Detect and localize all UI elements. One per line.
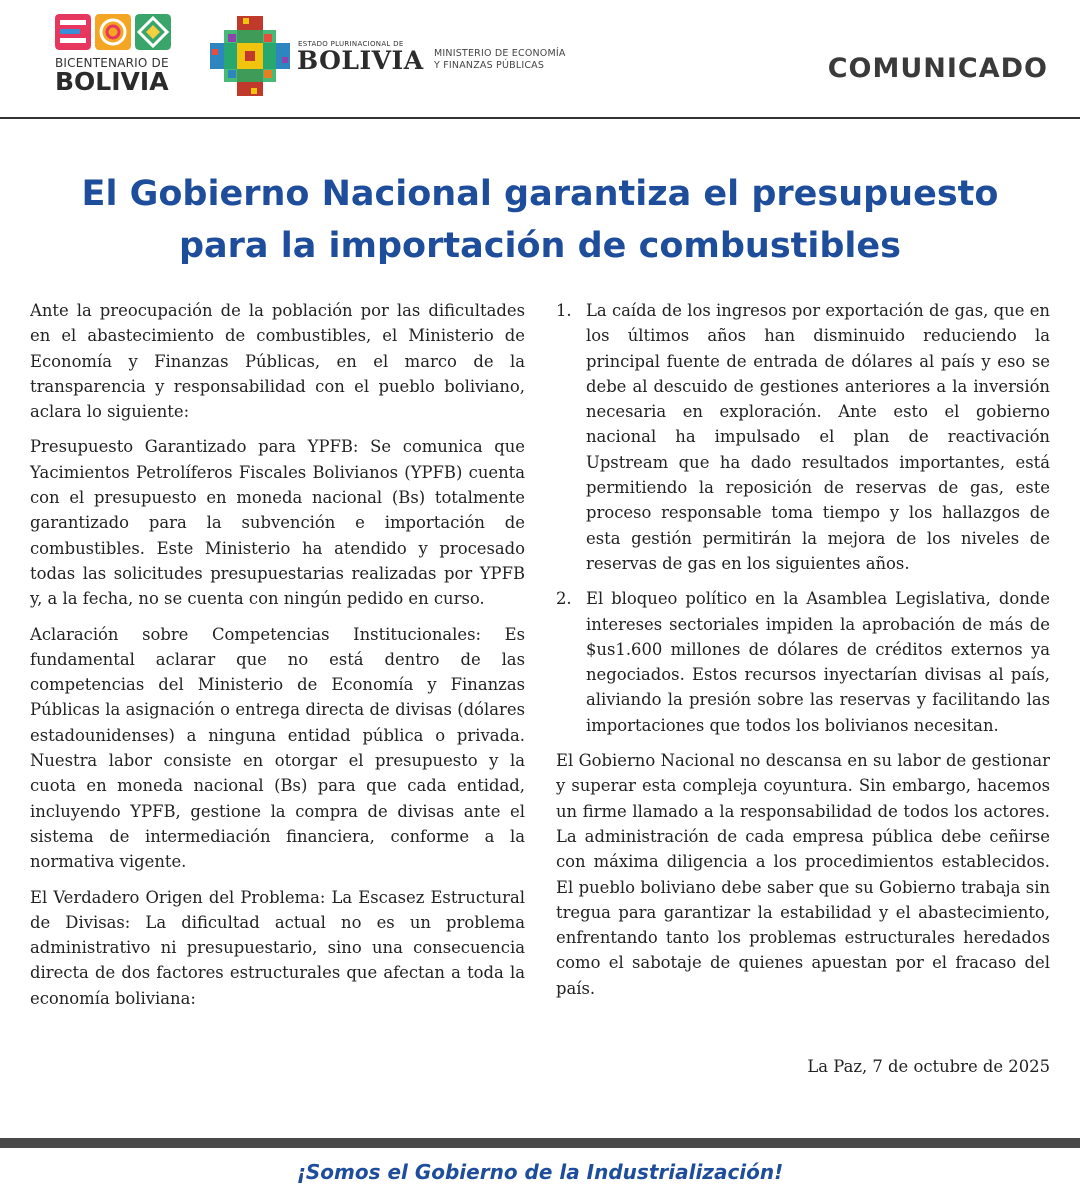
ministerio-line-1: MINISTERIO DE ECONOMÍA — [434, 48, 566, 59]
header-divider — [0, 117, 1080, 119]
ministerio-name — [434, 48, 566, 72]
footer-bar — [0, 1138, 1080, 1148]
budget-paragraph: Presupuesto Garantizado para YPFB: Se comunica que Yacimientos Petrolíferos Fiscales Bolivianos (YPFB) cuenta con el presupuesto en moneda nacional (Bs) totalmente garantizado para la subvención e importación de combustibles. Este Ministerio ha atendido y procesado todas las solicitudes presupuestarias realizadas por YPFB y, a la fecha, no se cuenta con ningún pedido en curso. — [30, 437, 525, 609]
competences-paragraph: Aclaración sobre Competencias Institucionales: Es fundamental aclarar que no está dentro de las competencias del Ministerio de Economía y Finanzas Públicas la asignación o entrega directa de divisas (dólares estadounidenses) a ninguna entidad pública o privada. Nuestra labor consiste en otorgar el presupuesto y la cuota en moneda nacional (Bs) para que cada entidad, incluyendo YPFB, gestione la compra de divisas ante el sistema de intermediación financiera, conforme a la normativa vigente. — [30, 624, 525, 872]
list-item-number: 2. — [556, 589, 572, 609]
closing-paragraph: El Gobierno Nacional no descansa en su labor de gestionar y superar esta compleja coyuntura. Sin embargo, hacemos un firme llamado a la responsabilidad de todos los actores. La administración de cada empresa pública debe ceñirse con máxima diligencia a los procedimientos establecidos. El pueblo boliviano debe saber que su Gobierno trabaja sin tregua para garantizar la estabilidad y el abastecimiento, enfrentando tanto los problemas estructurales heredados como el sabotaje de quienes apuestan por el fracaso del país. — [556, 751, 1050, 998]
list-item-text: La caída de los ingresos por exportación de gas, que en los últimos años han disminuido reduciendo la principal fuente de entrada de dólares al país y eso se debe al descuido de gestiones anteriores a la inversión necesaria en exploración. Ante esto el gobierno nacional ha impulsado el plan de reactivación Upstream que ha dado resultados importantes, está permitiendo la reposición de reservas de gas, este proceso responsable toma tiempo y los hallazgos de esta gestión permitirán la mejora de los niveles de reservas de gas en los siguientes años. — [586, 301, 1050, 573]
bicentenario-mark-1-icon — [55, 14, 91, 50]
document-type-label: COMUNICADO — [827, 53, 1048, 84]
title-line-2: para la importación de combustibles — [179, 226, 901, 266]
bicentenario-emblem-icon — [55, 14, 180, 50]
page-title — [20, 168, 1060, 272]
bicentenario-logo — [55, 14, 180, 100]
list-item-number: 1. — [556, 301, 572, 320]
bicentenario-mark-2-icon — [95, 14, 131, 50]
estado-country: BOLIVIA — [297, 46, 424, 75]
footer-slogan: ¡Somos el Gobierno de la Industrialización! — [296, 1160, 784, 1184]
bicentenario-label: BICENTENARIO DE — [55, 56, 169, 70]
ministerio-line-2: Y FINANZAS PÚBLICAS — [434, 60, 545, 71]
estado-label: ESTADO PLURINACIONAL DE — [298, 40, 404, 48]
list-item — [556, 298, 1050, 576]
chakana-cross-icon — [210, 16, 290, 96]
right-column — [556, 298, 1050, 1011]
factors-list — [556, 298, 1050, 738]
left-column — [30, 298, 525, 1021]
bicentenario-country: BOLIVIA — [55, 67, 169, 96]
list-item-text: El bloqueo político en la Asamblea Legislativa, donde intereses sectoriales impiden la aprobación de más de $us1.600 millones de dólares de créditos externos ya negociados. Estos recursos inyectarían divisas al país, aliviando la presión sobre las reservas y facilitando las importaciones que todos los bolivianos necesitan. — [586, 589, 1050, 735]
title-line-1: El Gobierno Nacional garantiza el presupuesto — [81, 174, 999, 214]
list-item — [556, 586, 1050, 738]
estado-plurinacional-logo — [210, 16, 590, 96]
intro-paragraph: Ante la preocupación de la población por las dificultades en el abastecimiento de combustibles, el Ministerio de Economía y Finanzas Públicas, en el marco de la transparencia y responsabilidad con el pueblo boliviano, aclara lo siguiente: — [30, 301, 525, 422]
origin-paragraph: El Verdadero Origen del Problema: La Escasez Estructural de Divisas: La dificultad actual no es un problema administrativo ni presupuestario, sino una consecuencia directa de dos factores estructurales que afectan a toda la economía boliviana: — [30, 887, 525, 1008]
header — [0, 0, 1080, 118]
document-date: La Paz, 7 de octubre de 2025 — [807, 1057, 1050, 1076]
bicentenario-mark-3-icon — [135, 14, 171, 50]
